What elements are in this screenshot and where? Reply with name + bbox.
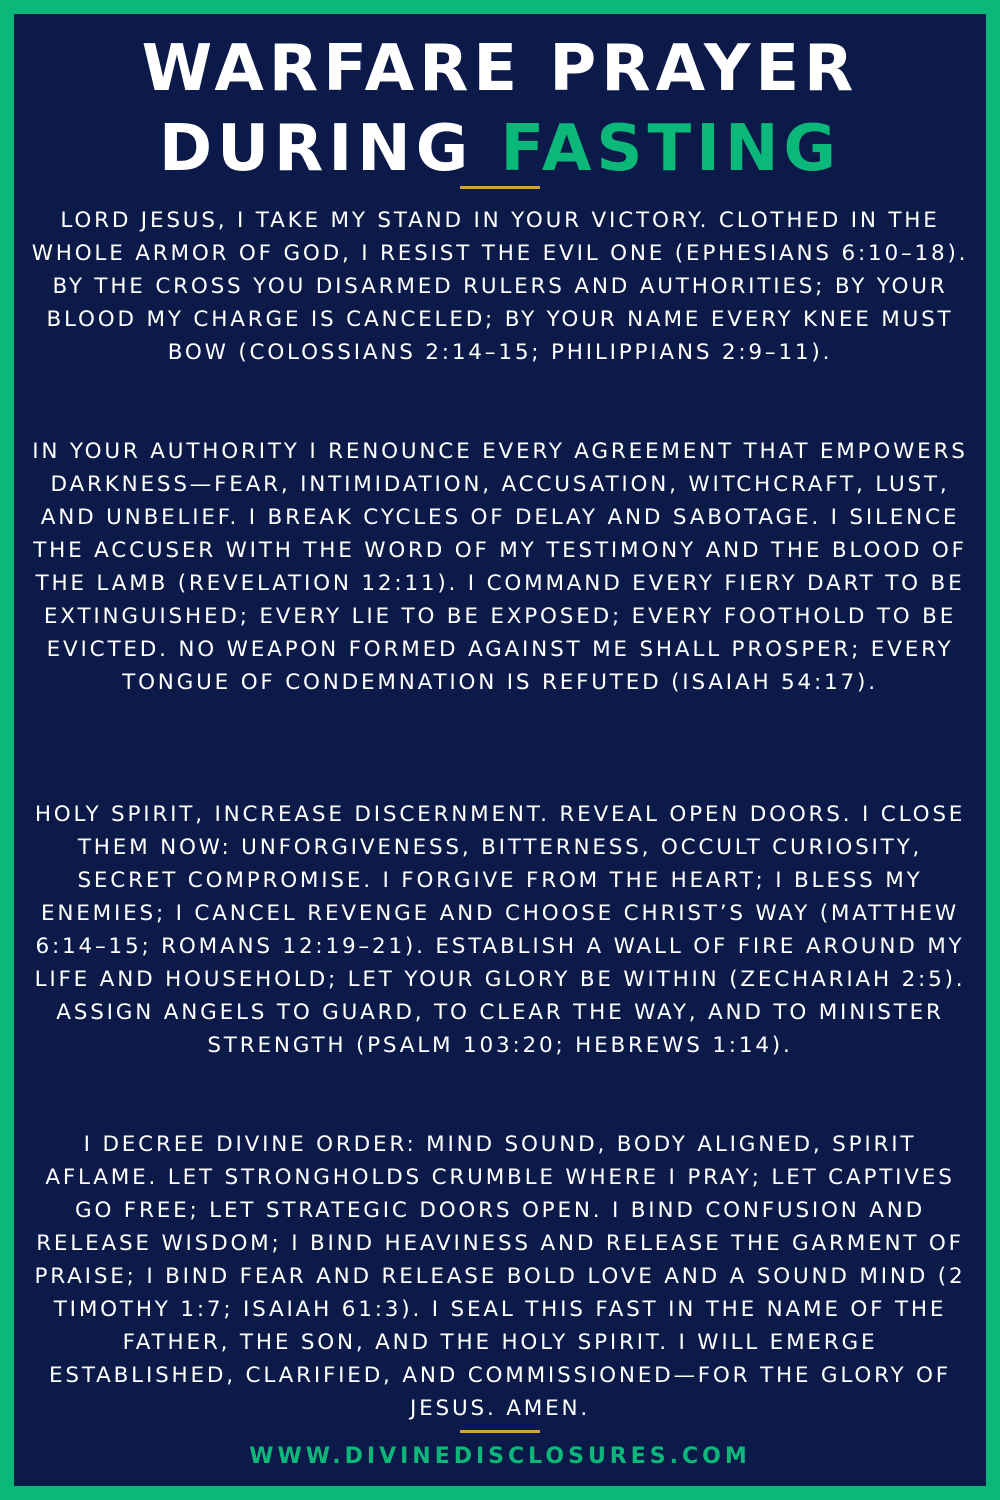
prayer-paragraph-1: LORD JESUS, I TAKE MY STAND IN YOUR VICTORY. CLOTHED IN THE WHOLE ARMOR OF GOD, I RESIST THE EVIL ONE (EPHESIANS 6:10–18). BY THE CROSS YOU DISARMED RULERS AND AUTHORITIES; BY YOUR BLOOD MY CHARGE IS CANCELED; BY YOUR NAME EVERY KNEE MUST BOW (COLOSSIANS 2:14–15; PHILIPPIANS 2:9–11). [31,208,969,365]
prayer-paragraph-3: HOLY SPIRIT, INCREASE DISCERNMENT. REVEAL OPEN DOORS. I CLOSE THEM NOW: UNFORGIVENESS, BITTERNESS, OCCULT CURIOSITY, SECRET COMPROMISE. I FORGIVE FROM THE HEART; I BLESS MY ENEMIES; I CANCEL REVENGE AND CHOOSE CHRIST’S WAY (MATTHEW 6:14–15; ROMANS 12:19–21). ESTABLISH A WALL OF FIRE AROUND MY LIFE AND HOUSEHOLD; LET YOUR GLORY BE WITHIN (ZECHARIAH 2:5). ASSIGN ANGELS TO GUARD, TO CLEAR THE WAY, AND TO MINISTER STRENGTH (PSALM 103:20; HEBREWS 1:14). [34,802,966,1058]
prayer-card [14,14,986,1486]
title-word-fasting: FASTING [500,112,842,186]
prayer-paragraph-4: I DECREE DIVINE ORDER: MIND SOUND, BODY ALIGNED, SPIRIT AFLAME. LET STRONGHOLDS CRUMBLE WHERE I PRAY; LET CAPTIVES GO FREE; LET STRATEGIC DOORS OPEN. I BIND CONFUSION AND RELEASE WISDOM; I BIND HEAVINESS AND RELEASE THE GARMENT OF PRAISE; I BIND FEAR AND RELEASE BOLD LOVE AND A SOUND MIND (2 TIMOTHY 1:7; ISAIAH 61:3). I SEAL THIS FAST IN THE NAME OF THE FATHER, THE SON, AND THE HOLY SPIRIT. I WILL EMERGE ESTABLISHED, CLARIFIED, AND COMMISSIONED—FOR THE GLORY OF JESUS. AMEN. [34,1132,966,1421]
bottom-divider [460,1430,540,1433]
prayer-paragraph-2: IN YOUR AUTHORITY I RENOUNCE EVERY AGREEMENT THAT EMPOWERS DARKNESS—FEAR, INTIMIDATION, ACCUSATION, WITCHCRAFT, LUST, AND UNBELIEF. I BREAK CYCLES OF DELAY AND SABOTAGE. I SILENCE THE ACCUSER WITH THE WORD OF MY TESTIMONY AND THE BLOOD OF THE LAMB (REVELATION 12:11). I COMMAND EVERY FIERY DART TO BE EXTINGUISHED; EVERY LIE TO BE EXPOSED; EVERY FOOTHOLD TO BE EVICTED. NO WEAPON FORMED AGAINST ME SHALL PROSPER; EVERY TONGUE OF CONDEMNATION IS REFUTED (ISAIAH 54:17). [32,439,968,695]
title-word-during: DURING [158,112,474,186]
top-divider [460,186,540,189]
title-line-2 [14,112,986,186]
title-line-1: WARFARE PRAYER [141,32,859,106]
website-url[interactable]: WWW.DIVINEDISCLOSURES.COM [249,1444,751,1469]
